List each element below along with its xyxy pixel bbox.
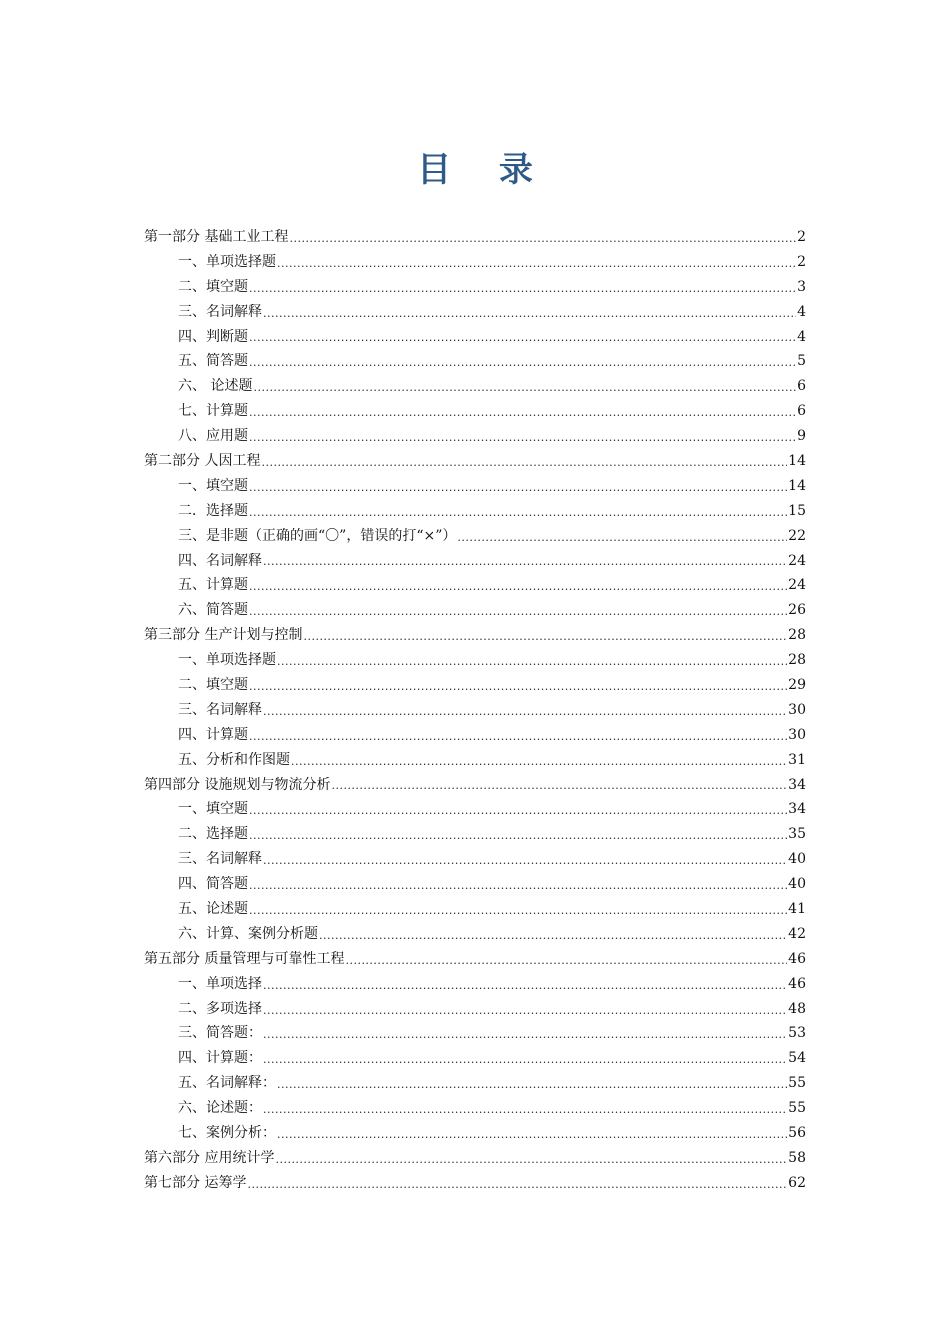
- toc-dot-leader: [263, 701, 787, 723]
- toc-section-entry[interactable]: [144, 524, 806, 549]
- toc-entry-page-number: 30: [788, 701, 806, 718]
- toc-entry-label: 第五部分 质量管理与可靠性工程: [144, 950, 345, 967]
- toc-entry-label: 第四部分 设施规划与物流分析: [144, 776, 331, 793]
- toc-entry-page-number: 35: [788, 826, 806, 843]
- toc-section-entry[interactable]: [144, 424, 806, 449]
- toc-dot-leader: [277, 253, 796, 275]
- toc-section-entry[interactable]: [144, 872, 806, 897]
- toc-entry-label: 三、简答题：: [178, 1025, 262, 1042]
- toc-entry-page-number: 46: [788, 950, 806, 967]
- toc-entry-page-number: 2: [797, 228, 806, 245]
- toc-section-entry[interactable]: [144, 1046, 806, 1071]
- toc-section-entry[interactable]: [144, 573, 806, 598]
- toc-entry-label: 八、应用题: [178, 428, 248, 445]
- toc-entry-label: 一、填空题: [178, 477, 248, 494]
- toc-part-entry[interactable]: [144, 1171, 806, 1196]
- toc-dot-leader: [249, 900, 787, 922]
- toc-section-entry[interactable]: [144, 723, 806, 748]
- toc-entry-page-number: 31: [788, 751, 806, 768]
- toc-entry-page-number: 6: [797, 378, 806, 395]
- toc-dot-leader: [275, 1149, 787, 1171]
- toc-entry-page-number: 42: [788, 925, 806, 942]
- toc-part-entry[interactable]: [144, 1146, 806, 1171]
- toc-dot-leader: [249, 427, 796, 449]
- toc-section-entry[interactable]: [144, 1096, 806, 1121]
- toc-dot-leader: [249, 477, 787, 499]
- toc-entry-page-number: 24: [788, 552, 806, 569]
- toc-entry-page-number: 30: [788, 726, 806, 743]
- toc-section-entry[interactable]: [144, 325, 806, 350]
- toc-title: 目 录: [417, 150, 551, 190]
- toc-entry-page-number: 14: [788, 477, 806, 494]
- toc-dot-leader: [291, 751, 787, 773]
- toc-dot-leader: [263, 1049, 787, 1071]
- toc-section-entry[interactable]: [144, 349, 806, 374]
- toc-entry-label: 四、计算题：: [178, 1050, 262, 1067]
- toc-entry-page-number: 56: [788, 1125, 806, 1142]
- toc-entry-label: 一、填空题: [178, 801, 248, 818]
- toc-section-entry[interactable]: [144, 922, 806, 947]
- toc-entry-page-number: 55: [788, 1100, 806, 1117]
- toc-section-entry[interactable]: [144, 997, 806, 1022]
- toc-entry-page-number: 58: [788, 1149, 806, 1166]
- toc-entry-label: 六、 论述题: [178, 378, 253, 395]
- toc-section-entry[interactable]: [144, 748, 806, 773]
- toc-entry-page-number: 34: [788, 776, 806, 793]
- toc-part-entry[interactable]: [144, 947, 806, 972]
- toc-entry-page-number: 53: [788, 1025, 806, 1042]
- toc-section-entry[interactable]: [144, 1022, 806, 1047]
- toc-entry-page-number: 24: [788, 577, 806, 594]
- toc-section-entry[interactable]: [144, 300, 806, 325]
- toc-section-entry[interactable]: [144, 822, 806, 847]
- toc-dot-leader: [277, 1124, 787, 1146]
- toc-dot-leader: [277, 651, 787, 673]
- toc-entry-label: 一、单项选择: [178, 975, 262, 992]
- toc-entry-page-number: 46: [788, 975, 806, 992]
- toc-dot-leader: [457, 527, 787, 549]
- toc-section-entry[interactable]: [144, 847, 806, 872]
- toc-section-entry[interactable]: [144, 250, 806, 275]
- toc-section-entry[interactable]: [144, 374, 806, 399]
- toc-entry-label: 七、计算题: [178, 403, 248, 420]
- toc-entry-page-number: 14: [788, 453, 806, 469]
- toc-entry-label: 第六部分 应用统计学: [144, 1149, 275, 1166]
- toc-entry-label: 二、填空题: [178, 677, 248, 694]
- toc-entry-page-number: 15: [788, 502, 806, 519]
- toc-entry-label: 一、单项选择题: [178, 253, 276, 270]
- toc-section-entry[interactable]: [144, 474, 806, 499]
- toc-dot-leader: [249, 676, 787, 698]
- toc-dot-leader: [345, 950, 787, 972]
- toc-dot-leader: [249, 402, 796, 424]
- toc-section-entry[interactable]: [144, 673, 806, 698]
- toc-entry-page-number: 6: [797, 403, 806, 420]
- toc-entry-page-number: 26: [788, 602, 806, 619]
- toc-entry-page-number: 54: [788, 1050, 806, 1067]
- toc-entry-label: 五、简答题: [178, 353, 248, 370]
- toc-dot-leader: [249, 576, 787, 598]
- toc-entry-label: 第一部分 基础工业工程: [144, 228, 289, 245]
- toc-entry-label: 二、填空题: [178, 278, 248, 295]
- toc-section-entry[interactable]: [144, 897, 806, 922]
- toc-entry-label: 二．选择题: [178, 502, 248, 519]
- toc-section-entry[interactable]: [144, 972, 806, 997]
- toc-entry-label: 六、计算、案例分析题: [178, 925, 318, 942]
- toc-entry-label: 三、名词解释: [178, 851, 262, 868]
- toc-entry-label: 四、判断题: [178, 328, 248, 345]
- toc-entry-label: 二、多项选择: [178, 1000, 262, 1017]
- toc-part-entry[interactable]: [144, 225, 806, 250]
- toc-entry-label: 四、简答题: [178, 876, 248, 893]
- toc-part-entry[interactable]: [144, 623, 806, 648]
- toc-dot-leader: [261, 452, 787, 474]
- toc-section-entry[interactable]: [144, 598, 806, 623]
- toc-entry-label: 四、计算题: [178, 726, 248, 743]
- toc-entry-label: 一、单项选择题: [178, 652, 276, 669]
- toc-entry-page-number: 5: [797, 353, 806, 370]
- toc-dot-leader: [263, 303, 796, 325]
- toc-entry-label: 五、名词解释：: [178, 1075, 276, 1092]
- toc-section-entry[interactable]: [144, 1121, 806, 1146]
- toc-entry-label: 六、简答题: [178, 602, 248, 619]
- toc-dot-leader: [249, 800, 787, 822]
- toc-dot-leader: [289, 228, 796, 250]
- toc-entry-label: 五、分析和作图题: [178, 751, 290, 768]
- toc-section-entry[interactable]: [144, 549, 806, 574]
- toc-dot-leader: [319, 925, 787, 947]
- toc-entry-page-number: 34: [788, 801, 806, 818]
- toc-entry-page-number: 4: [797, 303, 806, 320]
- toc-dot-leader: [249, 327, 796, 349]
- toc-dot-leader: [263, 850, 787, 872]
- toc-entry-label: 七、案例分析：: [178, 1125, 276, 1142]
- toc-entry-page-number: 29: [788, 677, 806, 694]
- toc-entry-page-number: 4: [797, 328, 806, 345]
- toc-section-entry[interactable]: [144, 698, 806, 723]
- toc-entry-label: 五、计算题: [178, 577, 248, 594]
- toc-section-entry[interactable]: [144, 1071, 806, 1096]
- toc-part-entry[interactable]: [144, 449, 806, 474]
- toc-section-entry[interactable]: [144, 275, 806, 300]
- toc-entry-label: 第三部分 生产计划与控制: [144, 627, 303, 644]
- toc-entry-page-number: 40: [788, 851, 806, 868]
- toc-dot-leader: [249, 726, 787, 748]
- toc-dot-leader: [249, 825, 787, 847]
- toc-entry-page-number: 28: [788, 652, 806, 669]
- toc-entry-label: 三、名词解释: [178, 701, 262, 718]
- toc-dot-leader: [263, 1099, 787, 1121]
- toc-section-entry[interactable]: [144, 399, 806, 424]
- toc-section-entry[interactable]: [144, 648, 806, 673]
- toc-dot-leader: [249, 352, 796, 374]
- toc-dot-leader: [249, 601, 787, 623]
- toc-entry-label: 第二部分 人因工程: [144, 453, 261, 469]
- toc-entry-page-number: 40: [788, 876, 806, 893]
- toc-dot-leader: [249, 278, 796, 300]
- toc-section-entry[interactable]: [144, 797, 806, 822]
- toc-dot-leader: [331, 775, 787, 797]
- toc-dot-leader: [263, 1000, 787, 1022]
- toc-entry-label: 三、是非题（正确的画“〇”，错误的打“×”）: [178, 527, 457, 544]
- toc-dot-leader: [277, 1074, 787, 1096]
- toc-entry-label: 第七部分 运筹学: [144, 1174, 247, 1191]
- toc-dot-leader: [303, 626, 787, 648]
- toc-entry-page-number: 2: [797, 253, 806, 270]
- toc-section-entry[interactable]: [144, 499, 806, 524]
- toc-entry-label: 五、论述题: [178, 901, 248, 918]
- toc-entry-page-number: 28: [788, 627, 806, 644]
- toc-entry-page-number: 9: [797, 428, 806, 445]
- toc-entry-page-number: 62: [788, 1174, 806, 1191]
- toc-entry-page-number: 22: [788, 527, 806, 544]
- toc-entry-page-number: 55: [788, 1075, 806, 1092]
- toc-dot-leader: [249, 875, 787, 897]
- toc-dot-leader: [249, 502, 787, 524]
- toc-list: [144, 225, 806, 1196]
- toc-part-entry[interactable]: [144, 773, 806, 798]
- toc-entry-label: 三、名词解释: [178, 303, 262, 320]
- toc-entry-page-number: 48: [788, 1000, 806, 1017]
- toc-dot-leader: [247, 1174, 787, 1196]
- toc-entry-label: 六、论述题：: [178, 1100, 262, 1117]
- toc-entry-label: 四、名词解释: [178, 552, 262, 569]
- toc-dot-leader: [263, 975, 787, 997]
- toc-entry-page-number: 41: [788, 901, 806, 918]
- toc-dot-leader: [263, 551, 787, 573]
- toc-entry-page-number: 3: [797, 278, 806, 295]
- toc-entry-label: 二、选择题: [178, 826, 248, 843]
- toc-dot-leader: [253, 377, 796, 399]
- toc-dot-leader: [263, 1024, 787, 1046]
